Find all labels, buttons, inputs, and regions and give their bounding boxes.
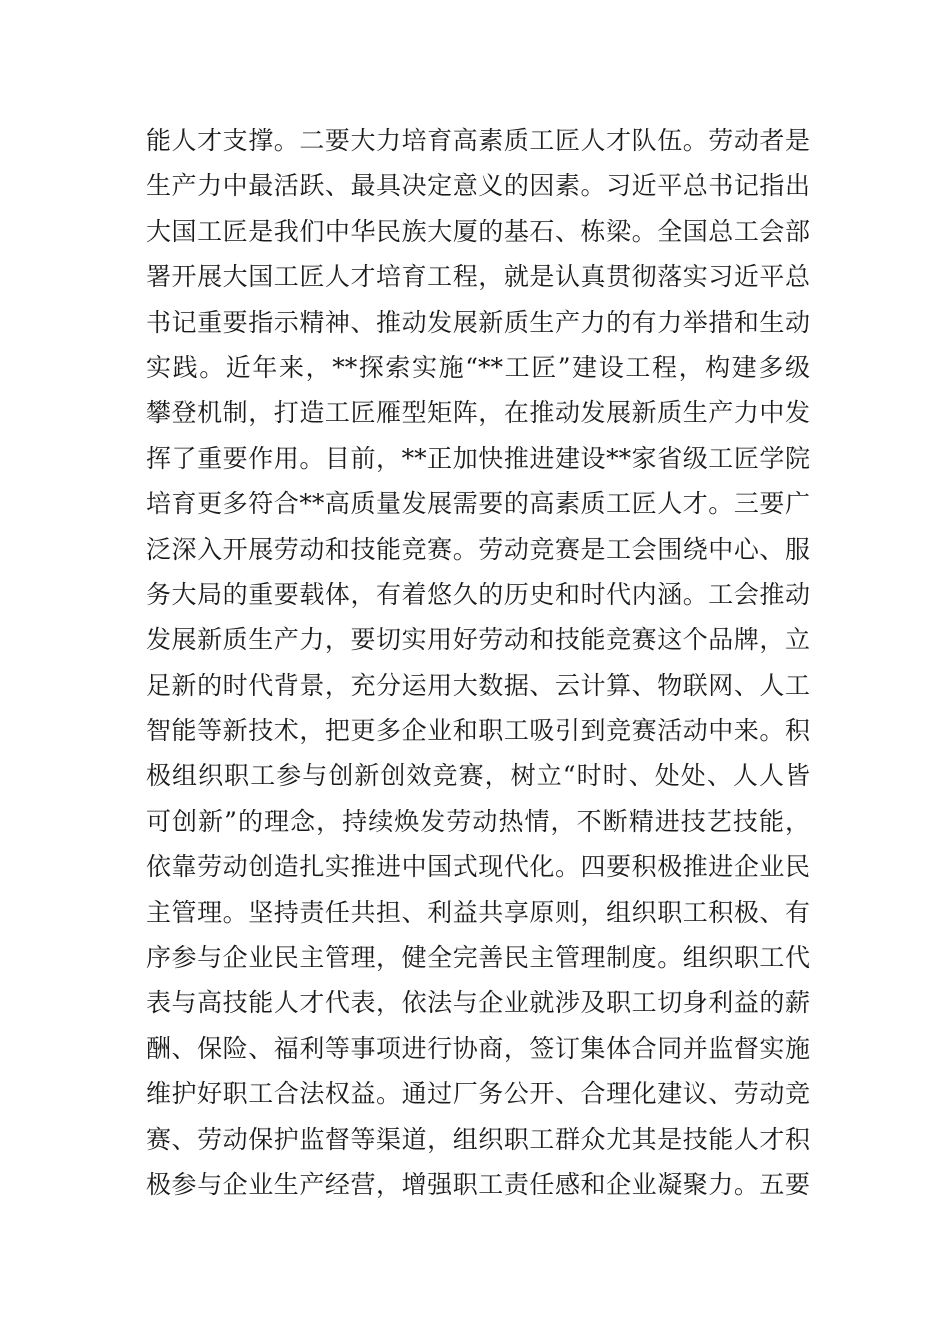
text-line: 大国工匠是我们中华民族大厦的基石、栋梁。全国总工会部 <box>146 216 810 246</box>
text-line: 能人才支撑。二要大力培育高素质工匠人才队伍。劳动者是 <box>146 126 810 155</box>
text-line: 发展新质生产力，要切实用好劳动和技能竞赛这个品牌，立 <box>146 625 810 655</box>
text-line: 酬、保险、福利等事项进行协商，签订集体合同并监督实施 <box>146 1033 810 1063</box>
text-line: 维护好职工合法权益。通过厂务公开、合理化建议、劳动竞 <box>146 1079 810 1109</box>
text-line: 务大局的重要载体，有着悠久的历史和时代内涵。工会推动 <box>146 579 810 609</box>
text-line: 智能等新技术，把更多企业和职工吸引到竞赛活动中来。积 <box>146 716 810 746</box>
text-line: 培育更多符合**高质量发展需要的高素质工匠人才。三要广 <box>146 489 810 519</box>
text-line: 赛、劳动保护监督等渠道，组织职工群众尤其是技能人才积 <box>146 1124 810 1154</box>
text-line: 主管理。坚持责任共担、利益共享原则，组织职工积极、有 <box>146 897 810 927</box>
text-line: 署开展大国工匠人才培育工程，就是认真贯彻落实习近平总 <box>146 262 810 292</box>
text-line: 挥了重要作用。目前，**正加快推进建设**家省级工匠学院 <box>146 443 810 473</box>
text-line: 依靠劳动创造扎实推进中国式现代化。四要积极推进企业民 <box>146 852 810 882</box>
text-line: 足新的时代背景，充分运用大数据、云计算、物联网、人工 <box>146 670 810 700</box>
text-line: 攀登机制，打造工匠雁型矩阵，在推动发展新质生产力中发 <box>146 398 810 428</box>
text-line: 泛深入开展劳动和技能竞赛。劳动竞赛是工会围绕中心、服 <box>146 534 810 564</box>
text-line: 可创新”的理念，持续焕发劳动热情，不断精进技艺技能， <box>146 806 810 836</box>
text-line: 生产力中最活跃、最具决定意义的因素。习近平总书记指出 <box>146 171 810 201</box>
text-line: 表与高技能人才代表，依法与企业就涉及职工切身利益的薪 <box>146 988 810 1018</box>
text-line: 实践。近年来，**探索实施“**工匠”建设工程，构建多级 <box>146 352 810 382</box>
text-line: 极参与企业生产经营，增强职工责任感和企业凝聚力。五要 <box>146 1169 810 1199</box>
text-line: 序参与企业民主管理，健全完善民主管理制度。组织职工代 <box>146 943 810 973</box>
body-paragraph <box>146 118 810 1207</box>
text-line: 书记重要指示精神、推动发展新质生产力的有力举措和生动 <box>146 307 810 337</box>
text-line: 极组织职工参与创新创效竞赛，树立“时时、处处、人人皆 <box>146 761 810 791</box>
